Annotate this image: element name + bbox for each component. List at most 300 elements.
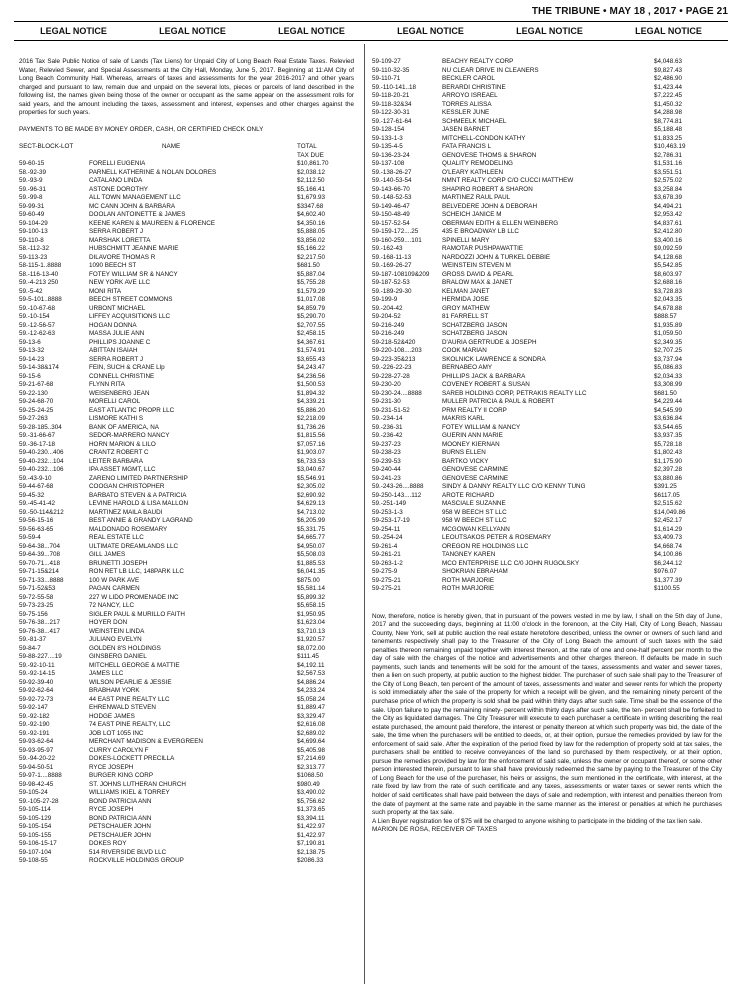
row-name: KESSLER JUNE	[442, 109, 490, 116]
table-row	[19, 568, 354, 577]
row-sbl: 59-113-23	[19, 253, 48, 261]
row-name: JULIANO EVELYN	[89, 636, 142, 643]
row-tax: $2,689.02	[297, 729, 326, 737]
row-tax: $2,043.35	[654, 296, 683, 303]
row-sbl: 59.-169-26-27	[372, 262, 412, 269]
row-sbl: 59-136-23-24	[372, 151, 410, 159]
row-sbl: 59-97-1....8888	[19, 772, 62, 779]
row-sbl: 59-160-259....101	[372, 236, 422, 244]
row-name: GENOVESE CARMINE	[442, 474, 509, 482]
table-row	[372, 475, 722, 484]
row-tax: $4,886.24	[297, 678, 326, 686]
table-row	[19, 798, 354, 807]
row-sbl: 59-106-15-17	[19, 840, 57, 847]
row-name: MONI RITA	[89, 287, 122, 295]
row-tax: $2,397.28	[654, 466, 683, 473]
row-sbl: 59-150-48-49	[372, 211, 410, 218]
row-name: RAMOTAR PUSHPAWATTIE	[442, 245, 524, 252]
table-row	[372, 322, 722, 331]
row-name: ROTH MARJORIE	[442, 576, 495, 584]
table-row	[19, 764, 354, 773]
row-tax: $1,450.32	[654, 100, 683, 108]
masthead-rule	[14, 21, 728, 22]
row-tax: $1,623.04	[297, 619, 326, 626]
row-sbl: 59-239-53	[372, 457, 401, 465]
row-sbl: 59.-148-52-53	[372, 194, 412, 201]
row-sbl: 59-110-8	[19, 236, 44, 244]
row-sbl: 59-76-38...217	[19, 619, 60, 626]
row-tax: $3,400.16	[654, 236, 683, 244]
row-sbl: 59-21-67-68	[19, 381, 54, 388]
row-name: JOB LOT 1055 INC	[89, 729, 144, 737]
row-sbl: 59.-81-37	[19, 636, 46, 643]
table-row	[19, 177, 354, 186]
row-tax: $976.07	[654, 568, 677, 575]
row-tax: $4,048.63	[654, 58, 683, 65]
table-row	[19, 611, 354, 620]
row-tax: $6117.05	[654, 491, 680, 499]
row-name: ARROYO ISREAEL	[442, 92, 498, 99]
row-tax: $1,531.16	[654, 160, 683, 167]
row-name: FOTEY WILLIAM & NANCY	[442, 423, 521, 431]
row-name: 958 W BEECH ST LLC	[442, 517, 507, 524]
table-row	[19, 271, 354, 280]
row-name: 958 W BEECH ST LLC	[442, 508, 507, 516]
banner-rule	[14, 40, 728, 41]
row-sbl: 59-99-31	[19, 202, 45, 210]
row-name: PETSCHAUER JOHN	[89, 823, 151, 830]
row-tax: $1,833.25	[654, 134, 683, 142]
row-name: HORN MARION & LILO	[89, 440, 156, 448]
row-tax: $1068.50	[297, 772, 324, 779]
row-name: MORELLI CAROL	[89, 398, 141, 405]
row-name: IPA ASSET MGMT, LLC	[89, 466, 156, 473]
row-name: 1090 BEECH ST	[89, 262, 137, 269]
row-name: SKOLNICK LAWRENCE & SONDRA	[442, 355, 546, 363]
row-name: BRUNETTI JOSEPH	[89, 559, 148, 567]
row-tax: $3,636.84	[654, 415, 683, 422]
payment-note: PAYMENTS TO BE MADE BY MONEY ORDER, CASH, OR CERTIFIED CHECK ONLY	[19, 126, 264, 133]
row-name: PHILLIPS JOANNE C	[89, 338, 151, 346]
row-sbl: 59-228-27-28	[372, 372, 410, 380]
table-row	[372, 288, 722, 297]
row-sbl: 59.-92-14-15	[19, 670, 56, 677]
row-sbl: 59-231-30	[372, 398, 401, 405]
table-row	[372, 75, 722, 84]
row-name: HOGAN DONNA	[89, 321, 137, 329]
row-sbl: 59-253-1-3	[372, 508, 403, 516]
table-row	[19, 186, 354, 195]
table-row	[372, 407, 722, 416]
row-name: SEDOR-MARRERO NANCY	[89, 432, 170, 439]
table-row	[372, 262, 722, 271]
row-sbl: 59-14-38&174	[19, 364, 59, 371]
table-row	[372, 237, 722, 246]
row-sbl: 59-218-52&420	[372, 338, 416, 346]
row-name: HODGE JAMES	[89, 712, 135, 720]
row-tax: $5,058.24	[297, 695, 326, 703]
row-tax: $2,707.25	[654, 347, 683, 354]
row-name: BEECH STREET COMMONS	[89, 296, 173, 303]
row-tax: $3,737.94	[654, 355, 683, 363]
row-tax: $2,575.02	[654, 177, 683, 184]
table-row	[372, 585, 722, 594]
row-sbl: 59-254-11	[372, 525, 401, 533]
table-row	[19, 747, 354, 756]
row-name: WEINSTEIN LINDA	[89, 627, 145, 635]
table-row	[372, 509, 722, 518]
row-tax: $2,688.16	[654, 279, 683, 286]
row-tax: $1,885.53	[297, 559, 326, 567]
row-tax: $1,950.95	[297, 610, 326, 618]
row-name: WILSON PEARLIE & JESSIE	[89, 678, 172, 686]
row-tax: $4,494.21	[654, 202, 683, 210]
row-name: GINSBERG DANIEL	[89, 653, 147, 660]
intro-paragraph: 2016 Tax Sale Public Notice of sale of Lands (Tax Liens) for Unpaid City of Long Beach Real Estate Taxes. Relevied Water, Relevied Sewer, and Special Assessments at the City Hall, Monday, June 5, 2017. Beginning at 11:AM City of Long Beach Community Hall. Whereas, arrears of taxes and assessments for the year 2016-2017 and other years charged and pursuant to law, remain due and unpaid on the several lots, pieces or parcels of land described in the following list, the names given being those of the owner or occupant as the same appear on the assessment rolls for said years, and the amount including the taxes, assessment and interest, expenses and other charges against the properties for such years.	[19, 58, 354, 116]
row-tax: $2,486.90	[654, 75, 683, 82]
row-name: BARBATO STEVEN & A PATRICIA	[89, 491, 187, 499]
row-name: OBERMAN EDITH & ELLEN WEINBERG	[442, 219, 559, 227]
row-sbl: 59-187-52-53	[372, 279, 410, 286]
row-name: EAST ATLANTIC PROPR LLC	[89, 406, 175, 414]
table-row	[19, 424, 354, 433]
banner-label: LEGAL NOTICE	[397, 26, 464, 36]
row-name: RYCE JOSEPH	[89, 806, 134, 813]
row-tax: $3,329.47	[297, 712, 326, 720]
row-sbl: 59.-92-191	[19, 729, 50, 737]
row-tax: $1,059.50	[654, 330, 683, 337]
row-tax: $875.00	[297, 576, 320, 584]
table-row	[19, 560, 354, 569]
row-sbl: 59-15-6	[19, 372, 41, 380]
table-row	[372, 194, 722, 203]
row-tax: $2,313.77	[297, 763, 326, 771]
table-row	[372, 568, 722, 577]
row-name: MARSHAK LORETTA	[89, 236, 151, 244]
table-row	[19, 288, 354, 297]
row-sbl: 59-275-9	[372, 568, 398, 575]
table-row	[19, 755, 354, 764]
row-name: JASEN BARNET	[442, 126, 490, 133]
row-name: PETSCHAUER JOHN	[89, 831, 151, 839]
banner-label: LEGAL NOTICE	[40, 26, 107, 36]
row-sbl: 59.-168-11-13	[372, 253, 412, 261]
row-tax: $4,837.61	[654, 219, 683, 227]
table-row	[372, 517, 722, 526]
table-row	[372, 313, 722, 322]
row-tax: $3,937.35	[654, 432, 683, 439]
row-tax: $1,017.08	[297, 296, 326, 303]
row-tax: $9,827.43	[654, 66, 683, 74]
row-name: EHRENWALD STEVEN	[89, 704, 156, 711]
row-name: BEST ANNIE & GRANDY LAGRAND	[89, 517, 193, 524]
row-name: URBONT MICHAEL	[89, 304, 146, 312]
table-row	[19, 441, 354, 450]
table-row	[19, 730, 354, 739]
row-sbl: 59.-226-22-23	[372, 364, 412, 371]
table-row	[19, 245, 354, 254]
row-tax: $4,229.44	[654, 398, 683, 405]
table-row	[372, 203, 722, 212]
row-tax: $1,889.47	[297, 704, 326, 711]
row-sbl: 59-105-129	[19, 814, 52, 822]
row-sbl: 59-100-13	[19, 228, 48, 235]
row-sbl: 59-204-52	[372, 313, 401, 320]
row-tax: $5,899.32	[297, 593, 326, 601]
row-sbl: 59-149-46-47	[372, 202, 410, 210]
row-name: MASCIALE SUZANNE	[442, 500, 506, 507]
table-row	[372, 109, 722, 118]
row-tax: $3,040.67	[297, 466, 326, 473]
table-row	[372, 220, 722, 229]
row-tax: $1,422.97	[297, 831, 326, 839]
row-tax: $2,138.75	[297, 848, 326, 856]
row-tax: $5,887.04	[297, 270, 326, 278]
row-sbl: 59-28-185..304	[19, 423, 62, 431]
row-sbl: 59.-12-62-63	[19, 330, 56, 337]
row-sbl: 59-56-63-65	[19, 525, 54, 533]
row-tax: $3347.68	[297, 202, 324, 210]
row-name: FEIN, SUCH & CRANE Llp	[89, 364, 165, 371]
table-row	[372, 92, 722, 101]
row-tax: $3,710.13	[297, 627, 326, 635]
table-row	[372, 398, 722, 407]
row-sbl: 59.-12-56-57	[19, 321, 56, 329]
row-name: RON RET LB LLC, 148PARK LLC	[89, 568, 184, 575]
row-tax: $3,544.65	[654, 423, 683, 431]
table-row	[372, 543, 722, 552]
row-tax: $3,551.51	[654, 168, 683, 176]
row-sbl: 59-143-66-70	[372, 185, 410, 193]
masthead: THE TRIBUNE • MAY 18 , 2017 • PAGE 21	[531, 6, 728, 17]
table-row	[372, 364, 722, 373]
row-tax: $6,244.12	[654, 559, 683, 567]
row-tax: $3,308.99	[654, 381, 683, 388]
table-row	[372, 441, 722, 450]
table-row	[372, 160, 722, 169]
row-name: ROTH MARJORIE	[442, 585, 495, 592]
table-row	[19, 696, 354, 705]
table-row	[19, 347, 354, 356]
row-sbl: 58.-112-32	[19, 245, 49, 252]
row-sbl: 59-250-143....112	[372, 491, 422, 499]
row-sbl: 59-92-62-64	[19, 687, 54, 694]
row-name: LISMORE KATHI S	[89, 415, 144, 422]
table-row	[372, 186, 722, 195]
row-sbl: 59-275-21	[372, 585, 401, 592]
table-row	[19, 262, 354, 271]
row-sbl: 59.-4-213 250	[19, 279, 59, 286]
row-sbl: 59-75-156	[19, 610, 48, 618]
row-sbl: 59-40-232...104	[19, 457, 64, 465]
table-row	[372, 449, 722, 458]
row-sbl: 59-5-101..8888	[19, 296, 62, 303]
table-row	[372, 390, 722, 399]
table-row	[19, 815, 354, 824]
header-tax-due: TAX DUE	[297, 151, 324, 159]
row-name: SCHATZBERG JASON	[442, 321, 508, 329]
row-tax: $4,128.68	[654, 253, 683, 261]
row-name: ST. JOHNS LUTHERAN CHURCH	[89, 780, 186, 788]
row-tax: $1,815.56	[297, 432, 326, 439]
row-sbl: 59.-10-154	[19, 313, 50, 320]
table-row	[19, 373, 354, 382]
row-tax: $2,515.62	[654, 500, 683, 507]
column-divider	[364, 44, 365, 984]
table-row	[19, 738, 354, 747]
notice-body: Now, therefore, notice is hereby given, that in pursuant of the powers vested in me by law, I shall on the 5th day of June, 2017 and the succeeding days, beginning at 11:00 o'clock in the forenoon, at the City Hall, City of Long Beach, Nassau County, New York, sell at public auction the real estate heretofore described, unless the owner or owners of such land and tenements respectively shall pay to the Treasurer of the City of Long Beach the amount of such taxes with the said penalties thereon remaining unpaid together with interest thereon, at the rate of one and one-half percent per month to the day of sale with the charges of the notice and advertisements and other charges thereon. If defaults be made in such payments, such lands and tenements will be sold for the amount of the taxes, assessments and water and sewer taxes, then a lien on such property, at public auction to the highest bidder. The purchaser of such sale shall pay to the Treasurer of the City of Long Beach, ten percent of the amount of taxes, assessments and water and sewer rents for which the property is sold immediately after the sale of the property for which a receipt will be given, and the remaining ninety percent of the purchase price of which the property is sold shall be paid within thirty days after such sale. Time shall be the essence of the sale. Upon failure to pay the remaining ninety- percent within thirty days after such sale, the ten- percent shall be forfeited to the City as liquidated damages. The City Treasurer will execute to each purchaser a certificate in writing describing the real estate purchased, the amount paid therefore, the interest or penalty thereon at which such property was bid, the date of the sale, the time when the purchasers will be entitled to deeds, or, at their option, pursue the remedies provided by law for the enforcement of said sale. After the expiration of the period fixed by law for the redemption of property sold at tax sales, the purchasers shall be entitled to receive conveyances of the land so purchased by them respectively, or at their option, pursue the remedies provided by law for the enforcement of said sale, unless the owner or occupant thereof, or some other person interested therein, pursuant to law shall have previously redeemed the same by paying to the Treasurer of the City of Long Beach for the use of the purchaser, his heirs or assigns, the sum mentioned in the certificate, with interest, at the rate fixed by law from the rate of such certificate and any taxes, assessments or water taxes or sewer rents which the holder of said certificates shall have paid between the days of sale and redemption, with interest and penalties thereon from the date of payment at the same rate and payable in the same manner as the interest or penalties at which he purchases such property at the tax sale.	[372, 612, 722, 817]
table-row	[19, 356, 354, 365]
row-tax: $5,086.83	[654, 364, 683, 371]
row-sbl: 59-109-27	[372, 58, 401, 65]
table-row	[19, 534, 354, 543]
table-row	[19, 645, 354, 654]
row-sbl: 59-45-32	[19, 491, 45, 499]
row-name: SHOKRIAN EBRAHAM	[442, 568, 508, 575]
table-row	[19, 449, 354, 458]
row-name: 81 FARRELL ST	[442, 313, 489, 320]
row-sbl: 59-88-227....19	[19, 653, 62, 660]
table-row	[19, 305, 354, 314]
row-sbl: 59.-251-149	[372, 500, 406, 507]
row-tax: $5,542.85	[654, 262, 683, 269]
row-tax: $681.50	[297, 262, 320, 269]
row-name: MASSA JULIE ANN	[89, 330, 145, 337]
sale-notice	[372, 613, 722, 835]
row-tax: $2,218.09	[297, 415, 326, 422]
row-name: FATA FRANCIS L	[442, 143, 492, 150]
row-name: MARTINEZ MAILA BAUDI	[89, 508, 163, 516]
row-sbl: 59-71-52&53	[19, 585, 56, 592]
row-sbl: 59-216-249	[372, 321, 405, 329]
row-sbl: 59-237-23	[372, 440, 401, 448]
header-sbl: SECT-BLOCK-LOT	[19, 143, 74, 150]
row-tax: $3,655.43	[297, 355, 326, 363]
row-name: 435 E BROADWAY LB LLC	[442, 228, 519, 235]
table-row	[19, 636, 354, 645]
table-row	[372, 169, 722, 178]
row-sbl: 59-92-72-73	[19, 695, 54, 703]
table-row	[372, 577, 722, 586]
row-tax: $5,508.03	[297, 551, 326, 558]
row-tax: $1,679.93	[297, 194, 326, 201]
row-tax: $4,236.56	[297, 372, 326, 380]
banner-label: LEGAL NOTICE	[635, 26, 702, 36]
row-tax: $111.45	[297, 653, 319, 660]
row-name: OREGON RE HOLDINGS LLC	[442, 542, 529, 550]
row-name: PAGAN CARMEN	[89, 585, 140, 592]
row-tax: $888.57	[654, 313, 677, 320]
row-tax: $5,331.75	[297, 525, 326, 533]
row-sbl: 59-275-21	[372, 576, 401, 584]
row-name: DOOLAN ANTOINETTE & JAMES	[89, 211, 186, 218]
row-sbl: 59-230-24....8888	[372, 389, 422, 397]
row-sbl: 59.-236-31	[372, 423, 403, 431]
table-row	[19, 296, 354, 305]
row-tax: $7,214.69	[297, 755, 326, 762]
row-name: NEW YORK AVE LLC	[89, 279, 151, 286]
row-name: REAL ESTATE LLC	[89, 534, 144, 541]
table-row	[372, 551, 722, 560]
row-sbl: 59-71-15&214	[19, 568, 59, 575]
row-sbl: 59-92-147	[19, 704, 48, 711]
table-row	[19, 704, 354, 713]
row-name: LEOUTSAKOS PETER & ROSEMARY	[442, 534, 552, 541]
row-name: SHAPIRO ROBERT & SHARON	[442, 185, 533, 193]
row-tax: $3,678.39	[654, 194, 683, 201]
row-name: CURRY CAROLYN F	[89, 746, 149, 754]
table-row	[19, 670, 354, 679]
row-tax: $3,258.84	[654, 185, 683, 193]
row-name: TORRES ALISSA	[442, 100, 492, 108]
row-sbl: 59.-96-31	[19, 185, 46, 193]
row-tax: $1,903.07	[297, 449, 326, 456]
row-name: O'LEARY KATHLEEN	[442, 168, 504, 176]
table-row	[372, 118, 722, 127]
row-tax: $5,188.48	[654, 126, 683, 133]
table-row	[19, 679, 354, 688]
table-row	[372, 58, 722, 67]
row-tax: $2,034.33	[654, 372, 683, 380]
row-sbl: 59-27-263	[19, 415, 48, 422]
row-name: ABITTAN ISAIAH	[89, 347, 138, 354]
table-row	[19, 169, 354, 178]
row-sbl: 59.-93-9	[19, 177, 43, 184]
row-name: AROTE RICHARD	[442, 491, 495, 499]
row-name: BRABHAM YORK	[89, 687, 140, 694]
row-sbl: 59-40-232...106	[19, 466, 64, 473]
row-name: BELVEDERE JOHN & DEBORAH	[442, 202, 538, 210]
row-name: ROCKVILLE HOLDINGS GROUP	[89, 857, 184, 864]
row-sbl: 59-105-155	[19, 831, 52, 839]
row-sbl: 59-105-154	[19, 823, 52, 830]
table-row	[372, 228, 722, 237]
row-tax: $5,888.05	[297, 228, 326, 235]
row-name: DILAVORE THOMAS R	[89, 253, 156, 261]
table-row	[19, 254, 354, 263]
row-name: BOND PATRICIA ANN	[89, 814, 152, 822]
row-name: COOGAN CHRISTOPHER	[89, 483, 165, 490]
row-name: JAMES LLC	[89, 670, 124, 677]
row-name: D'AURIA GERTRUDE & JOSEPH	[442, 338, 537, 346]
row-sbl: 59-56-15-16	[19, 517, 54, 524]
row-name: 74 EAST PINE REALTY, LLC	[89, 721, 171, 728]
row-name: MERCHANT MADISON & EVERGREEN	[89, 738, 203, 745]
row-sbl: 59-73-23-25	[19, 602, 54, 609]
row-tax: $2,412.80	[654, 228, 683, 235]
row-tax: $5,755.28	[297, 279, 326, 286]
table-row	[372, 296, 722, 305]
row-sbl: 59.-243-26....8888	[372, 483, 424, 490]
row-name: COVENEY ROBERT & SUSAN	[442, 381, 530, 388]
row-sbl: 59.-236-42	[372, 432, 403, 439]
row-tax: $1,175.90	[654, 457, 683, 465]
table-row	[19, 526, 354, 535]
row-name: SCHEICH JANICE M	[442, 211, 502, 218]
row-name: GENOVESE THOMS & SHARON	[442, 151, 537, 159]
row-sbl: 59-60-49	[19, 211, 45, 218]
row-sbl: 59.-204-42	[372, 304, 403, 312]
row-name: QUALITY REMODELING	[442, 160, 513, 167]
row-sbl: 59-230-20	[372, 381, 401, 388]
row-name: DOKES-LOCKETT PRECILLA	[89, 755, 175, 762]
table-row	[19, 713, 354, 722]
row-tax: $1,579.29	[297, 287, 326, 295]
left-records-list	[19, 160, 354, 866]
table-row	[372, 101, 722, 110]
row-sbl: 59-64-38...704	[19, 542, 60, 550]
table-row	[372, 458, 722, 467]
